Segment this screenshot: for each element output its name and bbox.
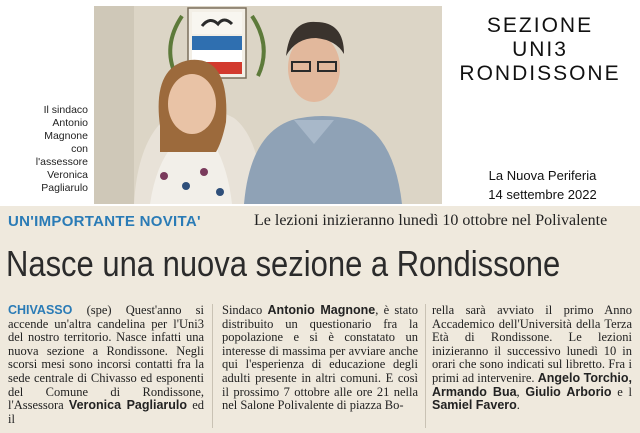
body-text: , xyxy=(516,384,526,399)
body-text: e l xyxy=(611,384,632,399)
article-kicker: UN'IMPORTANTE NOVITA' xyxy=(8,213,201,230)
article-headline: Nasce una nuova sezione a Rondissone xyxy=(6,243,561,284)
article-column-1 xyxy=(8,304,204,426)
dateline-location: CHIVASSO xyxy=(8,303,73,317)
body-text: ed il xyxy=(8,398,204,426)
caption-line: con xyxy=(71,143,88,155)
body-text: Quest'anno si accende un'altra candelina per l'Uni3 del nostro territorio. Nasce infatti una nuova sezione a Rondissone. Negli scorsi mesi sono incorsi contatti fra la sede centrale di Chivasso ed esponenti del Comune di Rondissone, l'Assessora xyxy=(8,303,204,413)
caption-line: l'assessore xyxy=(35,156,88,168)
body-text: , è stato distribuito un questionario fra la popolazione e si è constatato un interesse di massima per avviare anche qui l'esperienza di educazione degli adulti presente in altri comuni. E così il prossimo 7 ottobre alle ore 21 nella nel Salone Polivalente di piazza Bo- xyxy=(222,303,418,413)
column-divider xyxy=(425,304,426,428)
caption-line: Antonio xyxy=(52,117,88,129)
caption-line: Veronica xyxy=(47,169,88,181)
person-name: Antonio Magnone xyxy=(267,303,376,317)
source-info xyxy=(450,166,635,204)
body-text: rella sarà avviato il primo Anno Accademico dell'Università della Terza Età di Rondissone. Le lezioni inizieranno il successivo lunedì 10 in orari che sono indicati sul libretto. Fra i primi ad intervenire. xyxy=(432,303,632,385)
article-column-3 xyxy=(432,304,632,413)
section-title-line: RONDISSONE xyxy=(459,62,621,85)
body-text: Sindaco xyxy=(222,303,268,317)
section-title-line: UNI3 xyxy=(512,38,568,61)
person-name: Veronica Pagliarulo xyxy=(68,398,187,413)
caption-line: Magnone xyxy=(44,130,88,142)
person-name: Giulio Arborio xyxy=(525,384,612,399)
article-column-2 xyxy=(222,304,418,413)
body-text: . xyxy=(516,398,520,413)
column-divider xyxy=(212,304,213,428)
publication-date: 14 settembre 2022 xyxy=(488,187,597,202)
person-name: Samiel Favero xyxy=(432,398,517,413)
article-subhead: Le lezioni inizieranno lunedì 10 ottobre nel Polivalente xyxy=(254,212,608,229)
newspaper-name: La Nuova Periferia xyxy=(488,168,597,183)
photo-caption xyxy=(4,104,88,195)
caption-line: Il sindaco xyxy=(43,104,88,116)
author-tag: (spe) xyxy=(86,303,112,317)
caption-line: Pagliarulo xyxy=(41,182,88,194)
news-photo xyxy=(94,6,442,204)
section-title-line: SEZIONE xyxy=(486,14,594,37)
person-name: Angelo Torchio, Armando Bua xyxy=(432,370,632,399)
people-photo xyxy=(94,6,442,204)
section-title xyxy=(440,14,640,86)
